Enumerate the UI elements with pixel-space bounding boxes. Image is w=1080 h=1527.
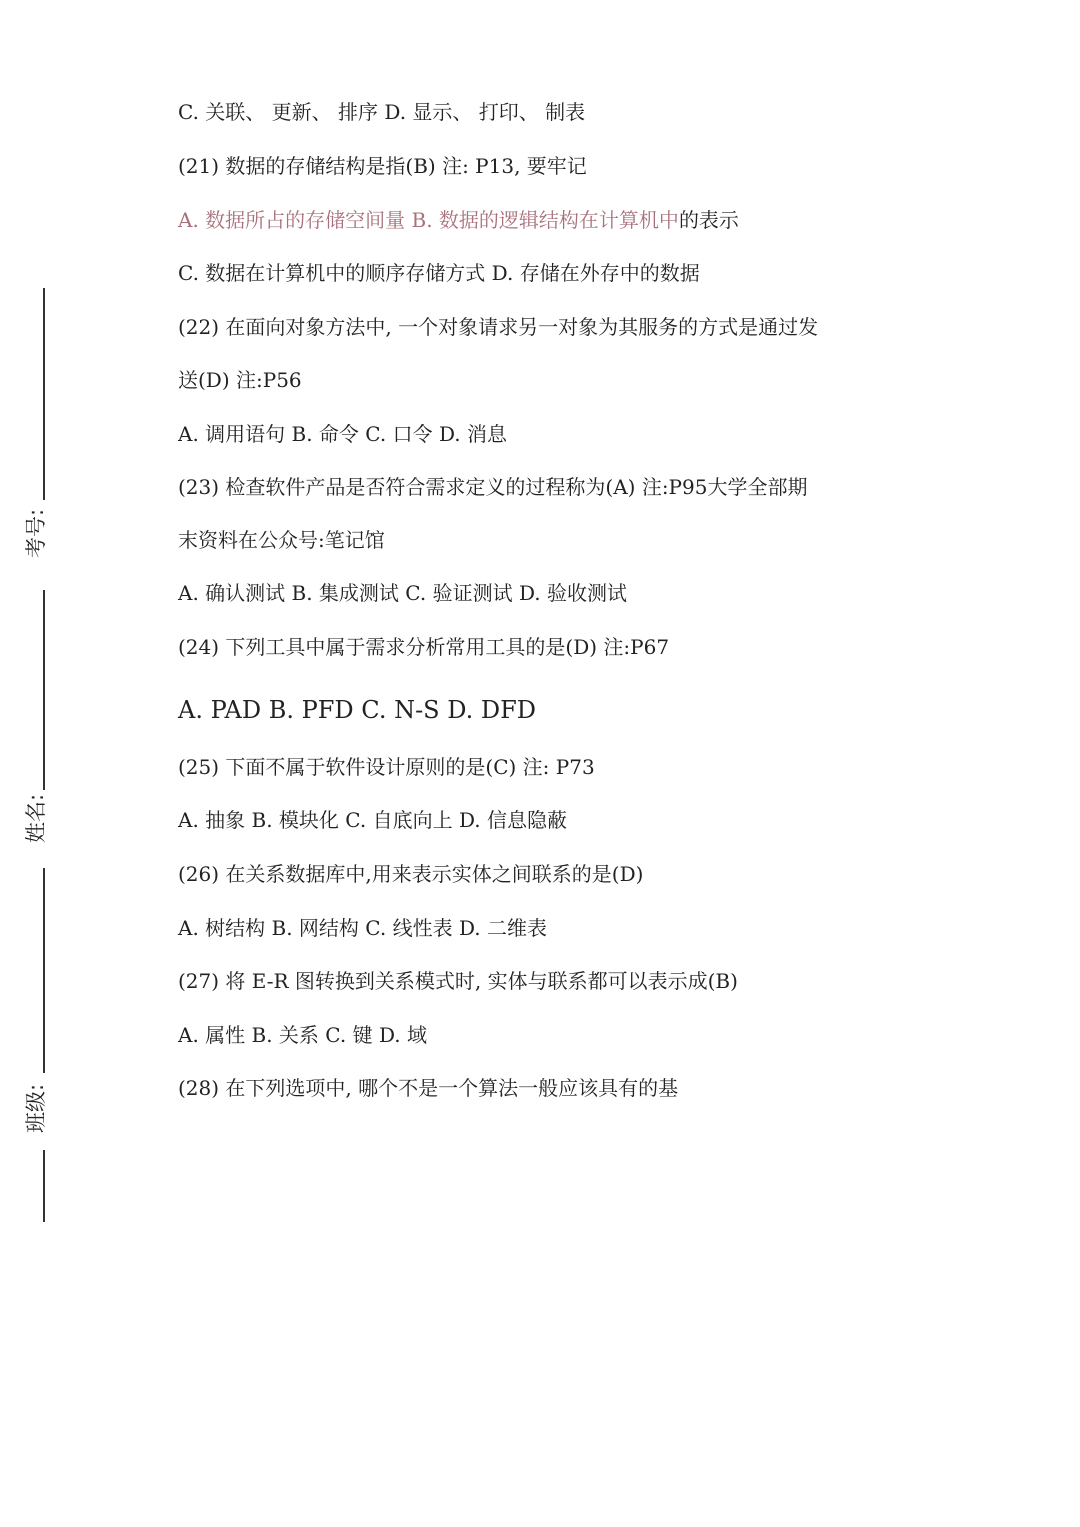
text-line: C. 关联、 更新、 排序 D. 显示、 打印、 制表 [178,100,586,124]
text-line: A. 确认测试 B. 集成测试 C. 验证测试 D. 验收测试 [178,581,627,605]
text-line: 送(D) 注:P56 [178,368,302,392]
text-line: A. 抽象 B. 模块化 C. 自底向上 D. 信息隐蔽 [178,808,567,832]
name-label: 姓名: [24,793,48,843]
margin-rule-top [43,288,45,500]
question-23: (23) 检查软件产品是否符合需求定义的过程称为(A) 注:P95大学全部期 [178,475,808,499]
text-line: A. 调用语句 B. 命令 C. 口令 D. 消息 [178,422,507,446]
text-line: A. PAD B. PFD C. N-S D. DFD [178,696,537,724]
text-line: 末资料在公众号:笔记馆 [178,528,385,552]
exam-number-label: 考号: [24,508,48,558]
text-line: C. 数据在计算机中的顺序存储方式 D. 存储在外存中的数据 [178,261,700,285]
text-span: 的表示 [678,208,739,232]
question-26: (26) 在关系数据库中,用来表示实体之间联系的是(D) [178,862,644,886]
question-28: (28) 在下列选项中, 哪个不是一个算法一般应该具有的基 [178,1076,679,1100]
question-22: (22) 在面向对象方法中, 一个对象请求另一对象为其服务的方式是通过发 [178,315,819,339]
margin-rule-2 [43,590,45,790]
highlighted-text: A. 数据所占的存储空间量 B. 数据的逻辑结构在计算机中 [178,208,679,232]
margin-rule-3 [43,868,45,1073]
question-24: (24) 下列工具中属于需求分析常用工具的是(D) 注:P67 [178,635,670,659]
class-label: 班级: [24,1083,48,1133]
question-27: (27) 将 E-R 图转换到关系模式时, 实体与联系都可以表示成(B) [178,969,738,993]
question-25: (25) 下面不属于软件设计原则的是(C) 注: P73 [178,755,595,779]
text-line [178,206,739,234]
margin-rule-bottom [43,1150,45,1222]
text-line: A. 属性 B. 关系 C. 键 D. 域 [178,1023,427,1047]
text-line: A. 树结构 B. 网结构 C. 线性表 D. 二维表 [178,916,547,940]
question-21: (21) 数据的存储结构是指(B) 注: P13, 要牢记 [178,154,587,178]
